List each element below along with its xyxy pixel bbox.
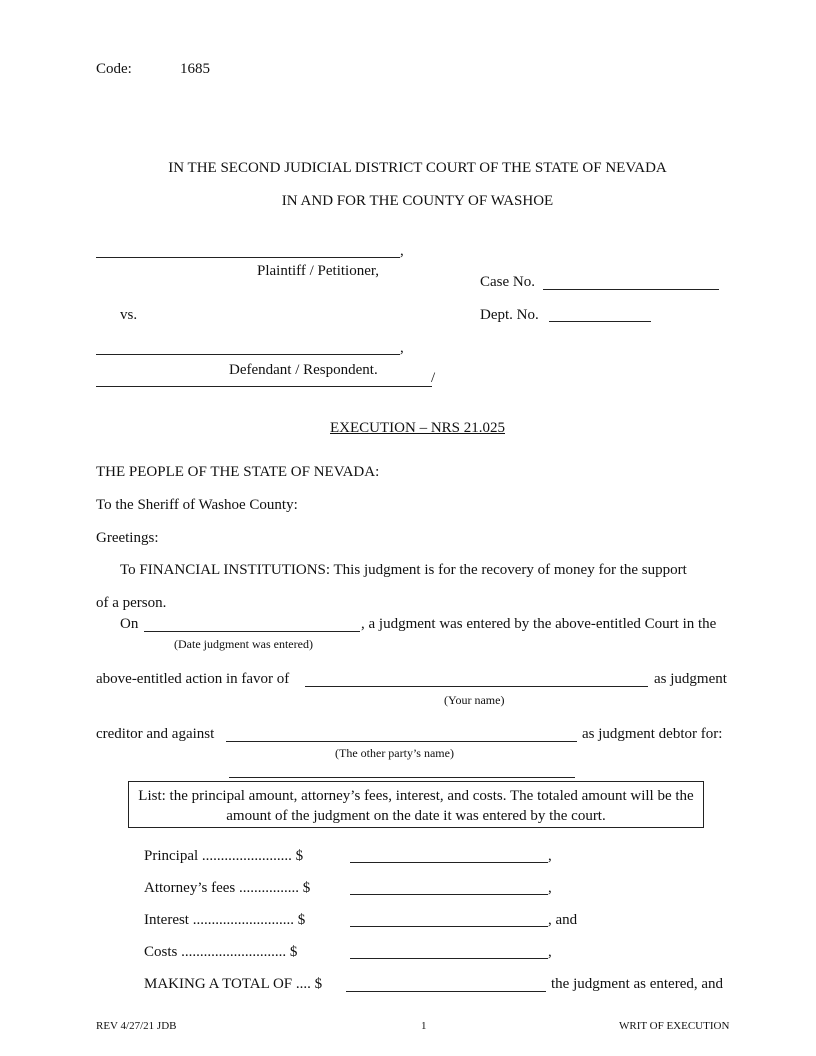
total-label: MAKING A TOTAL OF .... $ — [144, 976, 323, 992]
financial-line2: of a person. — [96, 595, 167, 611]
case-no-label: Case No. — [480, 274, 535, 290]
as-debtor-text: as judgment debtor for: — [582, 726, 723, 742]
sheriff-line: To the Sheriff of Washoe County: — [96, 497, 298, 513]
plaintiff-name-line[interactable] — [96, 257, 400, 258]
creditor-name-field[interactable] — [305, 686, 648, 687]
attorney-fees-label: Attorney’s fees ................ $ — [144, 880, 311, 896]
debtor-name-field[interactable] — [226, 741, 577, 742]
date-hint: (Date judgment was entered) — [174, 637, 313, 651]
costs-suffix: , — [548, 944, 552, 960]
instruction-box — [128, 781, 704, 828]
code-value: 1685 — [180, 61, 210, 77]
principal-amount-field[interactable] — [350, 862, 548, 863]
principal-suffix: , — [548, 848, 552, 864]
greetings-line: Greetings: — [96, 530, 159, 546]
as-judgment-text: as judgment — [654, 671, 727, 687]
caption-slash: / — [431, 370, 436, 386]
vs-label: vs. — [120, 307, 138, 323]
defendant-name-line[interactable] — [96, 354, 400, 355]
dept-no-field[interactable] — [549, 321, 651, 322]
interest-suffix: , and — [548, 912, 578, 928]
interest-amount-field[interactable] — [350, 926, 548, 927]
interest-label: Interest ........................... $ — [144, 912, 306, 928]
instruction-text: List: the principal amount, attorney’s fees, interest, and costs. The totaled amount will be the amount of the judgment on the date it was entered by the court. — [138, 788, 694, 824]
attorney-fees-amount-field[interactable] — [350, 894, 548, 895]
caption-closing-line — [96, 386, 432, 387]
total-suffix: the judgment as entered, and — [551, 976, 724, 992]
footer-revision: REV 4/27/21 JDB — [96, 1020, 177, 1032]
creditor-against-label: creditor and against — [96, 726, 215, 742]
on-label: On — [120, 616, 139, 632]
plaintiff-label: Plaintiff / Petitioner, — [257, 263, 380, 279]
plaintiff-comma: , — [400, 243, 404, 259]
total-amount-field[interactable] — [346, 991, 546, 992]
defendant-label: Defendant / Respondent. — [229, 362, 378, 378]
other-party-hint: (The other party’s name) — [335, 746, 454, 760]
footer-page-number: 1 — [421, 1020, 427, 1032]
code-label: Code: — [96, 61, 132, 77]
debtor-continuation-line — [229, 777, 575, 778]
court-title-line1: IN THE SECOND JUDICIAL DISTRICT COURT OF THE STATE OF NEVADA — [168, 160, 667, 176]
costs-label: Costs ............................ $ — [144, 944, 298, 960]
dept-no-label: Dept. No. — [480, 307, 539, 323]
judgment-entered-text: , a judgment was entered by the above-entitled Court in the — [361, 616, 717, 632]
your-name-hint: (Your name) — [444, 693, 505, 707]
attorney-fees-suffix: , — [548, 880, 552, 896]
costs-amount-field[interactable] — [350, 958, 548, 959]
document-title: EXECUTION – NRS 21.025 — [330, 420, 505, 436]
case-no-field[interactable] — [543, 289, 719, 290]
financial-line1: To FINANCIAL INSTITUTIONS: This judgment is for the recovery of money for the support — [120, 562, 687, 578]
defendant-comma: , — [400, 340, 404, 356]
principal-label: Principal ........................ $ — [144, 848, 304, 864]
footer-document-name: WRIT OF EXECUTION — [619, 1020, 730, 1032]
people-line: THE PEOPLE OF THE STATE OF NEVADA: — [96, 464, 380, 480]
judgment-date-field[interactable] — [144, 631, 360, 632]
court-title-line2: IN AND FOR THE COUNTY OF WASHOE — [281, 193, 554, 209]
favor-label: above-entitled action in favor of — [96, 671, 290, 687]
